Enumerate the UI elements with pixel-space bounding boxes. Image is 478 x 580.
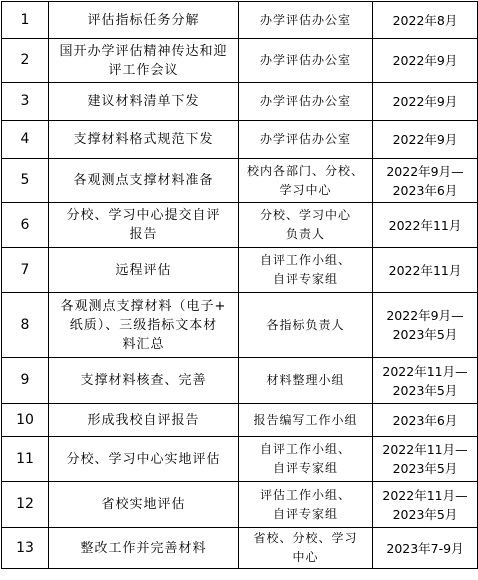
task-cell	[49, 293, 239, 358]
responsible-cell-line: 学习中心	[279, 182, 332, 197]
task-cell	[49, 404, 239, 437]
responsible-cell-line: 报告编写工作小组	[253, 412, 358, 427]
responsible-cell-line: 中心	[292, 550, 319, 564]
responsible-cell-line: 省校、分校、学习	[253, 531, 358, 545]
table-row	[2, 39, 478, 83]
schedule-table	[1, 1, 478, 569]
task-cell	[49, 203, 239, 248]
responsible-cell-line: 材料整理小组	[266, 373, 345, 387]
time-cell-line: 2023年6月	[392, 412, 458, 428]
time-cell-line: 2023年5月	[392, 327, 458, 342]
time-cell	[373, 293, 478, 358]
task-cell	[49, 39, 239, 83]
task-cell-line: 分校、学习中心实地评估	[66, 451, 221, 467]
time-cell-line: 2022年9月	[392, 132, 458, 147]
time-cell	[373, 83, 478, 121]
responsible-cell	[239, 2, 373, 39]
time-cell-line: 2023年5月	[392, 461, 458, 476]
row-index-cell: 2	[2, 39, 49, 83]
row-index-cell: 3	[2, 83, 49, 121]
task-cell	[49, 2, 239, 39]
time-cell	[373, 203, 478, 248]
time-cell-line: 2022年11月—	[382, 487, 468, 503]
table-row	[2, 2, 478, 39]
task-cell-line: 评工作会议	[108, 62, 179, 78]
task-cell-line: 形成我校自评报告	[87, 412, 200, 428]
table-row	[2, 358, 478, 404]
row-index-cell: 10	[2, 404, 49, 437]
table-row	[2, 121, 478, 159]
responsible-cell-line: 各指标负责人	[266, 317, 345, 332]
responsible-cell	[239, 437, 373, 482]
responsible-cell	[239, 39, 373, 83]
time-cell	[373, 358, 478, 404]
time-cell-line: 2022年9月	[392, 94, 458, 109]
responsible-cell-line: 自评专家组	[272, 272, 338, 286]
responsible-cell	[239, 121, 373, 159]
time-cell	[373, 404, 478, 437]
task-cell	[49, 437, 239, 482]
responsible-cell	[239, 482, 373, 528]
responsible-cell-line: 办学评估办公室	[259, 132, 351, 146]
responsible-cell-line: 自评工作小组、	[259, 253, 351, 267]
row-index-cell: 12	[2, 482, 49, 528]
task-cell	[49, 358, 239, 404]
time-cell	[373, 121, 478, 159]
task-cell-line: 评估指标任务分解	[87, 12, 200, 28]
time-cell-line: 2022年9月	[392, 53, 458, 68]
time-cell	[373, 437, 478, 482]
responsible-cell	[239, 203, 373, 248]
responsible-cell	[239, 83, 373, 121]
responsible-cell	[239, 293, 373, 358]
responsible-cell	[239, 159, 373, 203]
task-cell	[49, 482, 239, 528]
task-cell-line: 报告	[129, 227, 158, 242]
time-cell-line: 2022年11月—	[382, 363, 468, 379]
row-index-cell: 9	[2, 358, 49, 404]
task-cell-line: 各观测点支撑材料准备	[73, 173, 214, 188]
time-cell	[373, 39, 478, 83]
task-cell-line: 整改工作并完善材料	[80, 540, 207, 556]
table-row	[2, 404, 478, 437]
table-row	[2, 482, 478, 528]
task-cell-line: 分校、学习中心提交自评	[66, 208, 221, 223]
table-row	[2, 83, 478, 121]
table-row	[2, 203, 478, 248]
schedule-body	[2, 2, 478, 569]
row-index-cell: 13	[2, 528, 49, 569]
time-cell	[373, 248, 478, 293]
responsible-cell	[239, 358, 373, 404]
time-cell-line: 2022年9月—	[386, 163, 464, 179]
time-cell-line: 2023年7-9月	[386, 540, 464, 556]
responsible-cell	[239, 528, 373, 569]
table-row	[2, 437, 478, 482]
table-row	[2, 248, 478, 293]
time-cell-line: 2022年9月—	[386, 308, 464, 323]
row-index-cell: 4	[2, 121, 49, 159]
table-row	[2, 293, 478, 358]
task-cell	[49, 528, 239, 569]
time-cell	[373, 159, 478, 203]
time-cell	[373, 2, 478, 39]
responsible-cell-line: 负责人	[285, 227, 325, 241]
responsible-cell-line: 校内各部门、分校、	[246, 163, 364, 178]
table-row	[2, 159, 478, 203]
responsible-cell-line: 办学评估办公室	[259, 53, 351, 67]
task-cell	[49, 121, 239, 159]
table-row	[2, 528, 478, 569]
responsible-cell-line: 自评专家组	[272, 506, 338, 521]
task-cell-line: 远程评估	[115, 262, 172, 278]
task-cell-line: 支撑材料核查、完善	[80, 373, 207, 388]
responsible-cell-line: 办学评估办公室	[259, 94, 351, 108]
task-cell-line: 料汇总	[122, 336, 165, 352]
responsible-cell	[239, 404, 373, 437]
responsible-cell-line: 评估工作小组、	[259, 487, 351, 502]
task-cell-line: 支撑材料格式规范下发	[73, 132, 214, 147]
time-cell-line: 2022年11月	[388, 262, 462, 278]
time-cell-line: 2022年11月	[388, 217, 462, 233]
row-index-cell: 1	[2, 2, 49, 39]
responsible-cell	[239, 248, 373, 293]
row-index-cell: 6	[2, 203, 49, 248]
task-cell-line: 建议材料清单下发	[87, 94, 200, 109]
responsible-cell-line: 分校、学习中心	[259, 208, 351, 222]
task-cell	[49, 159, 239, 203]
row-index-cell: 8	[2, 293, 49, 358]
time-cell-line: 2023年5月	[392, 382, 458, 398]
time-cell	[373, 482, 478, 528]
responsible-cell-line: 自评工作小组、	[259, 442, 351, 456]
row-index-cell: 11	[2, 437, 49, 482]
time-cell-line: 2022年11月—	[382, 442, 468, 457]
time-cell-line: 2023年6月	[392, 182, 458, 198]
time-cell	[373, 528, 478, 569]
task-cell	[49, 83, 239, 121]
task-cell-line: 省校实地评估	[101, 497, 186, 512]
responsible-cell-line: 办学评估办公室	[259, 12, 351, 27]
responsible-cell-line: 自评专家组	[272, 461, 338, 475]
task-cell-line: 纸质）、三级指标文本材	[69, 317, 218, 333]
row-index-cell: 7	[2, 248, 49, 293]
time-cell-line: 2023年5月	[392, 506, 458, 522]
task-cell-line: 各观测点支撑材料（电子+	[60, 298, 227, 314]
time-cell-line: 2022年8月	[392, 12, 458, 28]
row-index-cell: 5	[2, 159, 49, 203]
task-cell-line: 国开办学评估精神传达和迎	[59, 43, 228, 59]
task-cell	[49, 248, 239, 293]
